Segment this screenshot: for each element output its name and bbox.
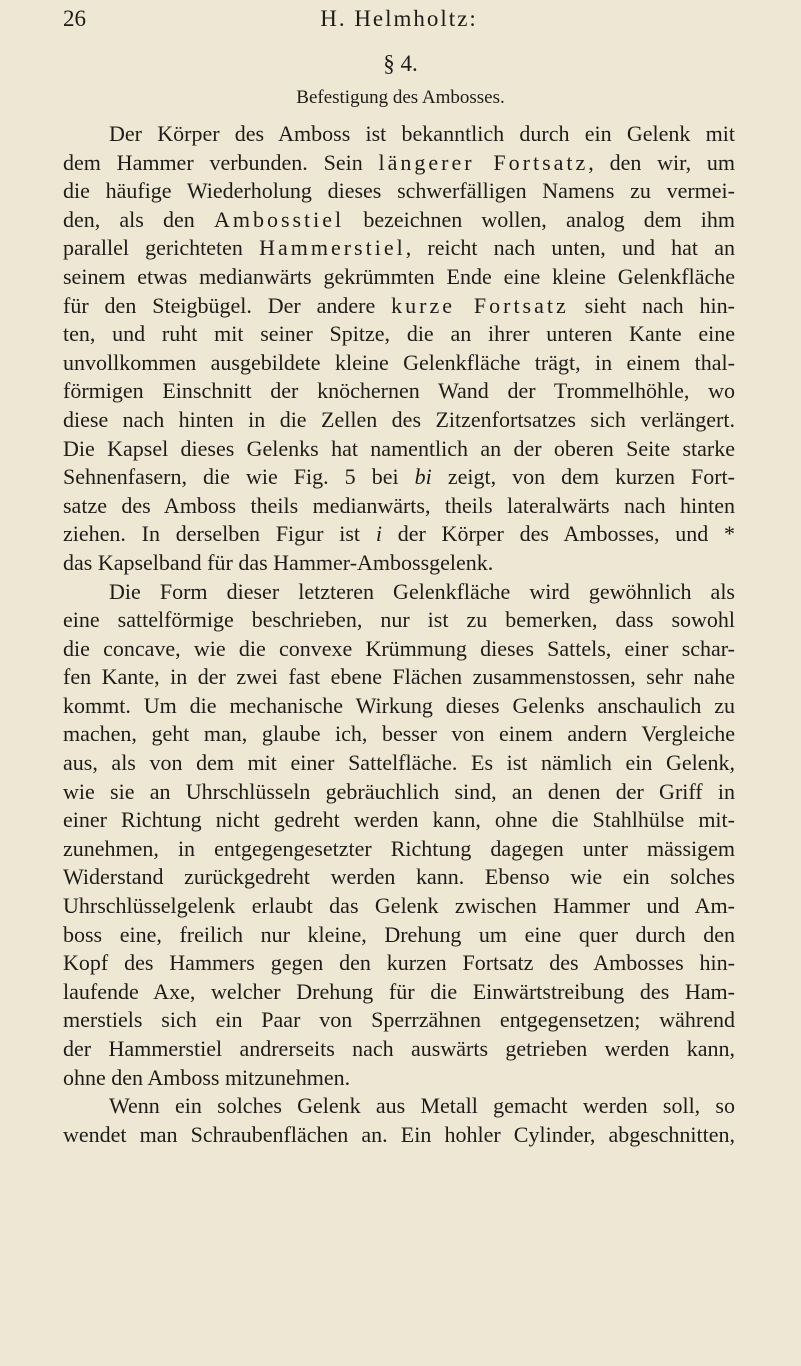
text-line: fen Kante, in der zwei fast ebene Flächen zusammenstossen, sehr nahe: [63, 664, 735, 690]
text-line: kommt. Um die mechanische Wirkung dieses Gelenks anschaulich zu: [63, 692, 735, 718]
emphasized-term: Ambosstiel: [213, 206, 345, 232]
text-line: merstiels sich ein Paar von Sperrzähnen entgegensetzen; während: [63, 1007, 735, 1033]
text-line: Der Körper des Amboss ist bekanntlich durch ein Gelenk mit: [109, 121, 735, 146]
text-line: Die Form dieser letzteren Gelenkfläche wird gewöhnlich als: [109, 578, 735, 604]
section-number: § 4.: [383, 51, 418, 76]
text-line: boss eine, freilich nur kleine, Drehung um eine quer durch den: [63, 921, 735, 947]
text-line: aus, als von dem mit einer Sattelfläche. Es ist nämlich ein Gelenk,: [63, 750, 735, 776]
text-line: der Hammerstiel andrerseits nach auswärts getrieben werden kann,: [63, 1036, 735, 1061]
text-line: Die Kapsel dieses Gelenks hat namentlich an der oberen Seite starke: [63, 435, 735, 461]
text-line: laufende Axe, welcher Drehung für die Einwärtstreibung des Ham-: [63, 978, 735, 1004]
text-line: wendet man Schraubenflächen an. Ein hohler Cylinder, abgeschnitten,: [63, 1121, 735, 1147]
text-line: für den Steigbügel. Der andere kurze Fortsatz sieht nach hin-: [63, 292, 735, 318]
text-line: einer Richtung nicht gedreht werden kann, ohne die Stahlhülse mit-: [63, 807, 735, 833]
text-line: dem Hammer verbunden. Sein längerer Fortsatz, den wir, um: [63, 149, 736, 175]
text-line: seinem etwas medianwärts gekrümmten Ende eine kleine Gelenkfläche: [63, 263, 735, 289]
text-line: machen, geht man, glaube ich, besser von einem andern Vergleiche: [63, 721, 735, 747]
figure-letter: bi: [414, 464, 432, 490]
text-line: ohne den Amboss mitzunehmen.: [63, 1064, 351, 1090]
text-line: Kopf des Hammers gegen den kurzen Fortsatz des Ambosses hin-: [63, 950, 735, 976]
text-line: das Kapselband für das Hammer-Ambossgelenk.: [63, 549, 494, 575]
text-line: die concave, wie die convexe Krümmung dieses Sattels, einer schar-: [63, 635, 735, 661]
text-line: unvollkommen ausgebildete kleine Gelenkfläche trägt, in einem thal-: [63, 349, 735, 375]
text-line: Uhrschlüsselgelenk erlaubt das Gelenk zwischen Hammer und Am-: [63, 893, 735, 919]
text-line: satze des Amboss theils medianwärts, theils lateralwärts nach hinten: [63, 492, 735, 518]
text-line: Sehnenfasern, die wie Fig. 5 bei bi zeigt, von dem kurzen Fort-: [63, 464, 735, 490]
text-line: diese nach hinten in die Zellen des Zitzenfortsatzes sich verlängert.: [63, 406, 735, 432]
text-line: förmigen Einschnitt der knöchernen Wand der Trommelhöhle, wo: [63, 378, 735, 404]
figure-letter: i: [375, 521, 382, 547]
text-line: eine sattelförmige beschrieben, nur ist zu bemerken, dass sowohl: [63, 607, 735, 633]
text-line: den, als den Ambosstiel bezeichnen wollen, analog dem ihm: [63, 206, 735, 232]
section-title: Befestigung des Ambosses.: [296, 87, 505, 108]
running-title: H. Helmholtz:: [320, 6, 478, 31]
page-number: 26: [63, 6, 86, 31]
emphasized-term: längerer Fortsatz: [378, 149, 589, 175]
body-text: [63, 120, 735, 1149]
text-line: ziehen. In derselben Figur ist i der Körper des Ambosses, und *: [63, 521, 735, 547]
text-line: wie sie an Uhrschlüsseln gebräuchlich sind, an denen der Griff in: [63, 778, 735, 804]
text-line: Wenn ein solches Gelenk aus Metall gemacht werden soll, so: [109, 1093, 735, 1119]
text-line: Widerstand zurückgedreht werden kann. Ebenso wie ein solches: [63, 864, 735, 890]
text-line: die häufige Wiederholung dieses schwerfälligen Namens zu vermei-: [63, 178, 735, 204]
text-line: zunehmen, in entgegengesetzter Richtung dagegen unter mässigem: [63, 835, 735, 861]
emphasized-term: kurze Fortsatz: [391, 292, 569, 318]
text-line: parallel gerichteten Hammerstiel, reicht nach unten, und hat an: [63, 235, 735, 261]
running-head: [63, 6, 735, 36]
emphasized-term: Hammerstiel: [259, 235, 406, 261]
text-line: ten, und ruht mit seiner Spitze, die an ihrer unteren Kante eine: [63, 321, 735, 347]
